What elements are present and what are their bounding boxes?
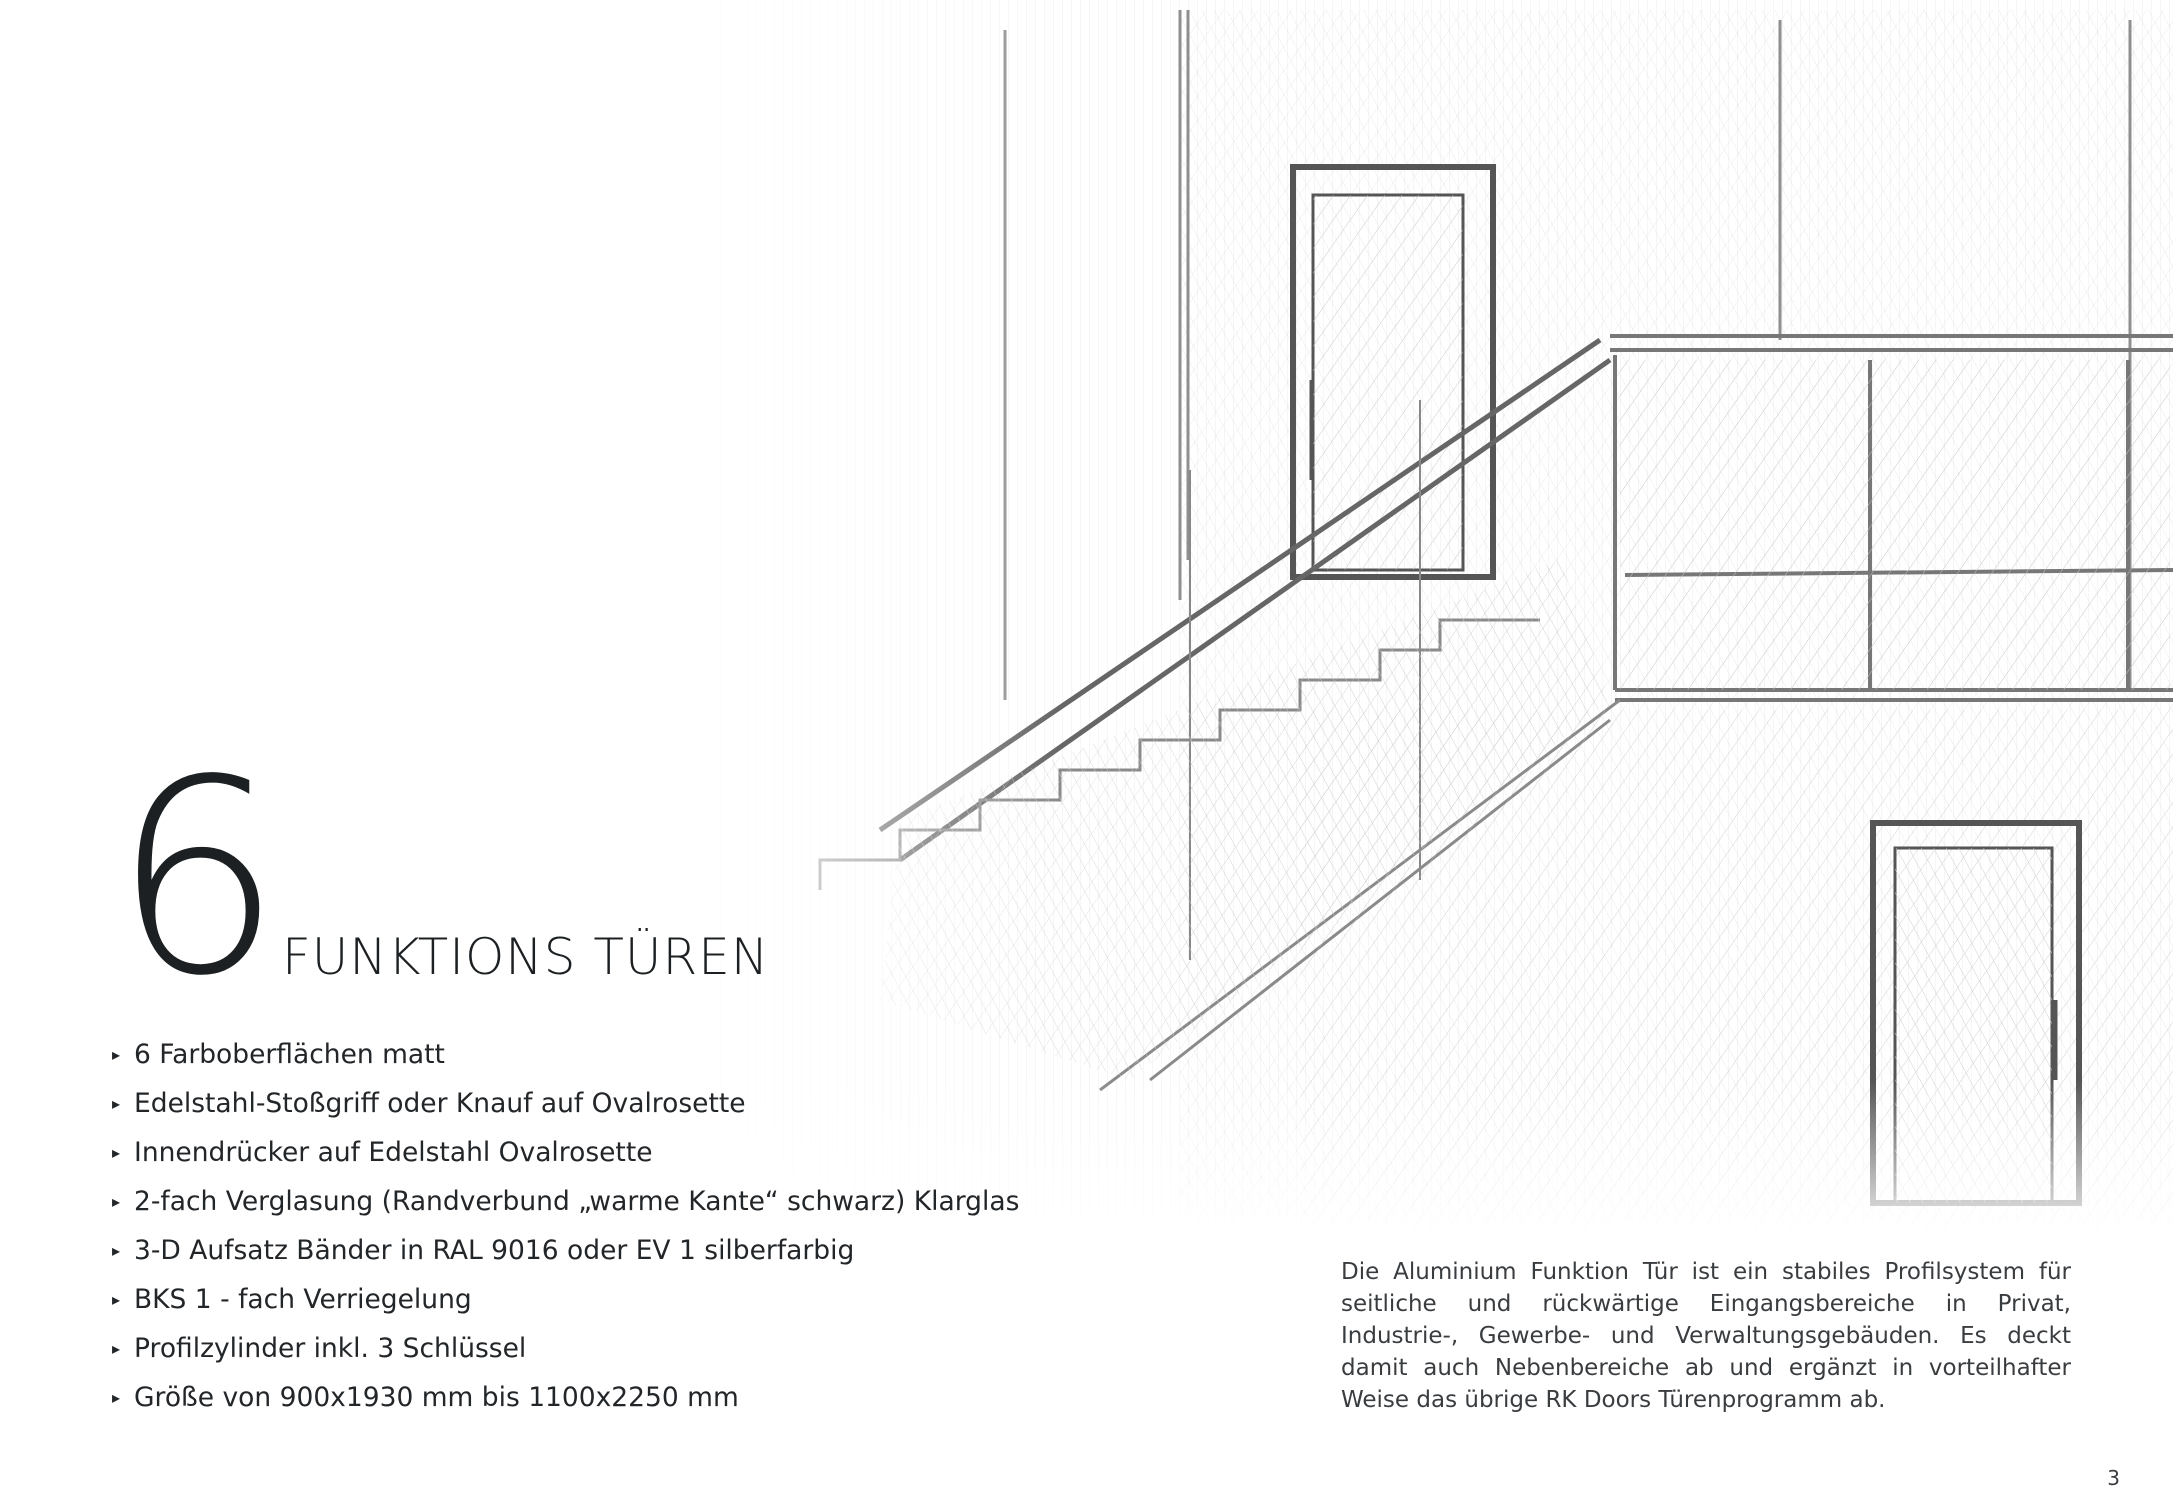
- feature-text: BKS 1 - fach Verriegelung: [134, 1284, 472, 1315]
- list-item: [112, 1128, 1019, 1177]
- description-paragraph: Die Aluminium Funktion Tür ist ein stabiles Profilsystem für seitliche und rückwärtige Eingangsbereiche in Privat, Industrie-, Gewerbe- und Verwaltungsgebäuden. Es deckt damit auch Nebenbereiche ab und ergänzt in vorteilhafter Weise das übrige RK Doors Türenprogramm ab.: [1341, 1259, 2071, 1413]
- triangle-right-icon: ▸: [112, 1290, 121, 1309]
- section-number: 6: [112, 723, 277, 1035]
- triangle-right-icon: ▸: [112, 1045, 121, 1064]
- triangle-right-icon: ▸: [112, 1339, 121, 1358]
- feature-text: 2-fach Verglasung (Randverbund „warme Kante“ schwarz) Klarglas: [134, 1186, 1020, 1217]
- feature-text: Profilzylinder inkl. 3 Schlüssel: [134, 1333, 527, 1364]
- page-number: 3: [2107, 1466, 2120, 1490]
- triangle-right-icon: ▸: [112, 1241, 121, 1260]
- triangle-right-icon: ▸: [112, 1094, 121, 1113]
- page-title: FUNKTIONS TÜREN: [282, 928, 770, 986]
- list-item: [112, 1177, 1019, 1226]
- list-item: [112, 1275, 1019, 1324]
- list-item: [112, 1226, 1019, 1275]
- list-item: [112, 1324, 1019, 1373]
- list-item: [112, 1030, 1019, 1079]
- feature-text: Innendrücker auf Edelstahl Ovalrosette: [134, 1137, 653, 1168]
- feature-text: 3-D Aufsatz Bänder in RAL 9016 oder EV 1 silberfarbig: [134, 1235, 855, 1266]
- feature-text: Größe von 900x1930 mm bis 1100x2250 mm: [134, 1382, 739, 1413]
- list-item: [112, 1079, 1019, 1128]
- triangle-right-icon: ▸: [112, 1192, 121, 1211]
- feature-text: Edelstahl-Stoßgriff oder Knauf auf Ovalrosette: [134, 1088, 746, 1119]
- list-item: [112, 1373, 1019, 1422]
- feature-list: [112, 1030, 1019, 1422]
- triangle-right-icon: ▸: [112, 1388, 121, 1407]
- feature-text: 6 Farboberflächen matt: [134, 1039, 445, 1070]
- triangle-right-icon: ▸: [112, 1143, 121, 1162]
